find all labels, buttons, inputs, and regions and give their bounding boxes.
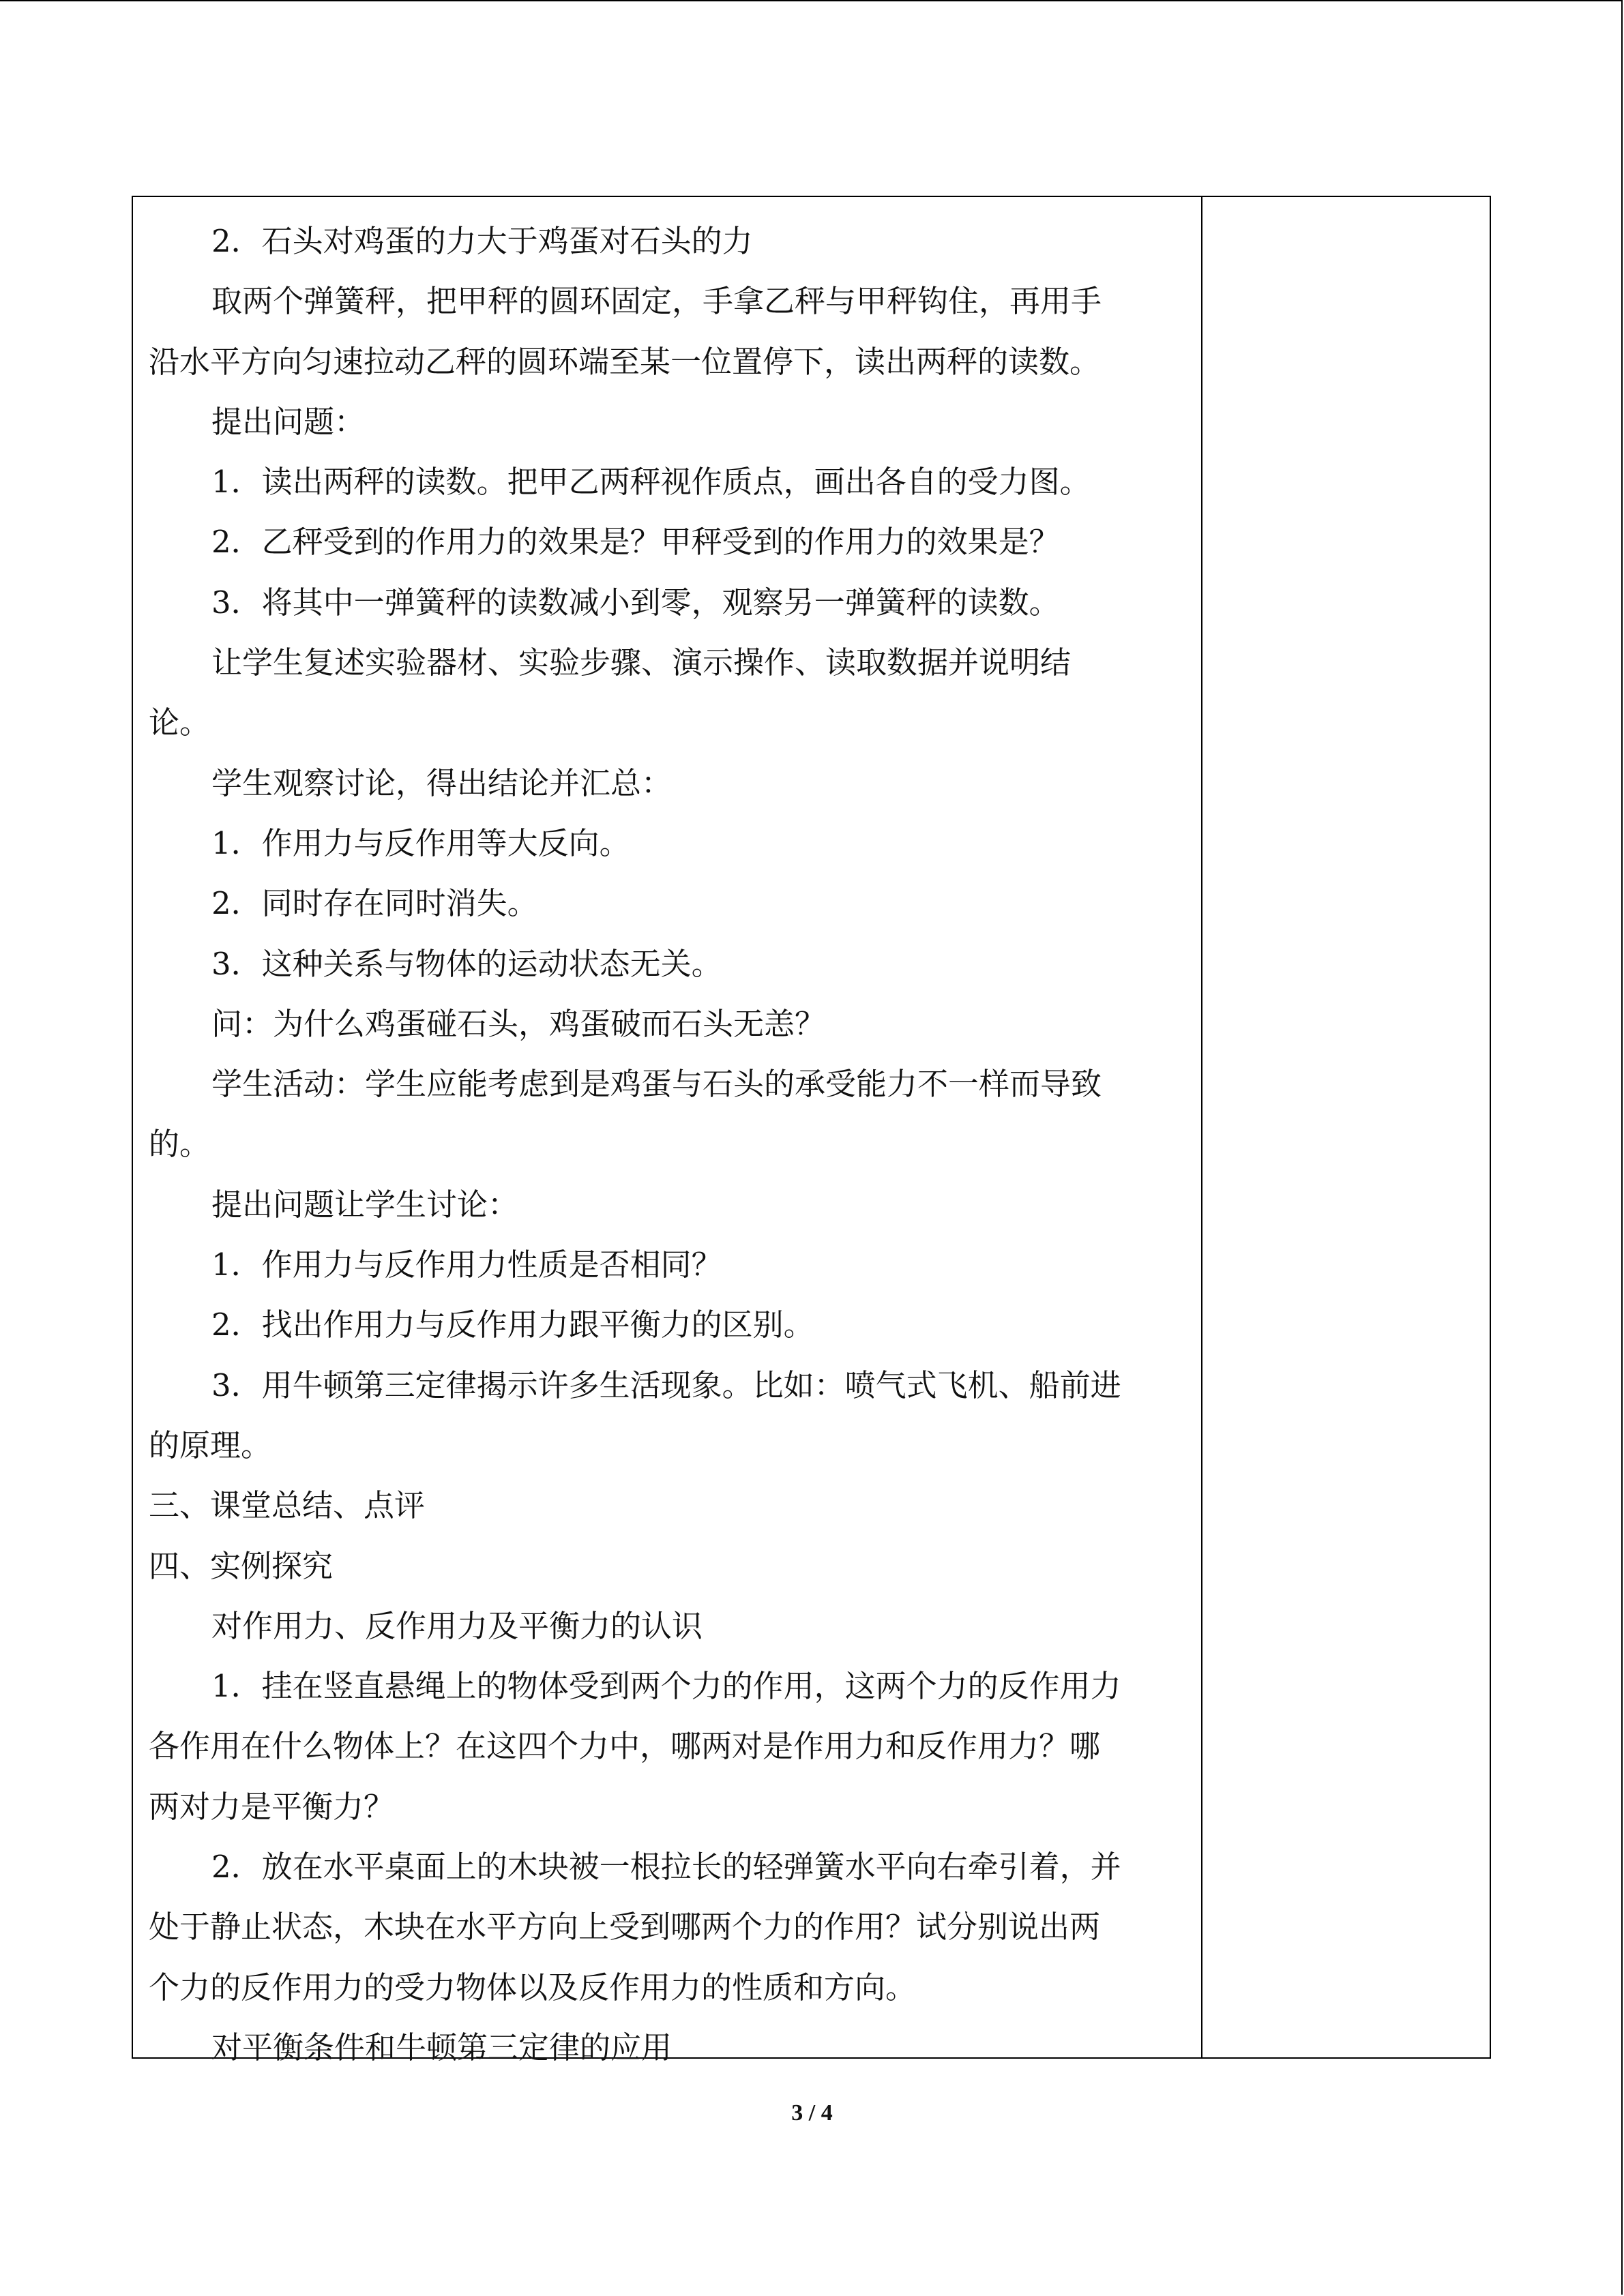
text-line: 沿水平方向匀速拉动乙秤的圆环端至某一位置停下，读出两秤的读数。 bbox=[149, 343, 1101, 380]
text-line: 的原理。 bbox=[149, 1427, 272, 1463]
text-line: 1．挂在竖直悬绳上的物体受到两个力的作用，这两个力的反作用力 bbox=[211, 1668, 1121, 1705]
table-column-divider bbox=[1201, 196, 1202, 2059]
text-line: 各作用在什么物体上？在这四个力中，哪两对是作用力和反作用力？哪 bbox=[149, 1728, 1101, 1765]
text-line: 1．作用力与反作用等大反向。 bbox=[211, 824, 630, 861]
text-line: 取两个弹簧秤，把甲秤的圆环固定，手拿乙秤与甲秤钩住，再用手 bbox=[211, 283, 1102, 320]
text-line: 3．将其中一弹簧秤的读数减小到零，观察另一弹簧秤的读数。 bbox=[211, 584, 1060, 621]
text-line: 的。 bbox=[149, 1126, 211, 1163]
text-line: 1．读出两秤的读数。把甲乙两秤视作质点，画出各自的受力图。 bbox=[211, 464, 1091, 501]
text-line: 学生活动：学生应能考虑到是鸡蛋与石头的承受能力不一样而导致 bbox=[211, 1066, 1102, 1103]
text-line: 对作用力、反作用力及平衡力的认识 bbox=[211, 1607, 703, 1644]
text-line: 3．用牛顿第三定律揭示许多生活现象。比如：喷气式飞机、船前进 bbox=[211, 1367, 1121, 1403]
text-line: 个力的反作用力的受力物体以及反作用力的性质和方向。 bbox=[149, 1969, 917, 2006]
text-line: 提出问题让学生讨论： bbox=[211, 1186, 519, 1223]
text-line: 四、实例探究 bbox=[149, 1547, 334, 1584]
text-line: 2．同时存在同时消失。 bbox=[211, 885, 538, 922]
text-line: 2．乙秤受到的作用力的效果是？甲秤受到的作用力的效果是？ bbox=[211, 524, 1060, 561]
text-line: 2．放在水平桌面上的木块被一根拉长的轻弹簧水平向右牵引着，并 bbox=[211, 1849, 1121, 1885]
text-line: 学生观察讨论，得出结论并汇总： bbox=[211, 764, 673, 801]
text-line: 处于静止状态，木块在水平方向上受到哪两个力的作用？试分别说出两 bbox=[149, 1909, 1101, 1945]
text-line: 让学生复述实验器材、实验步骤、演示操作、读取数据并说明结 bbox=[211, 644, 1072, 681]
text-line: 两对力是平衡力？ bbox=[149, 1788, 395, 1825]
text-line: 3．这种关系与物体的运动状态无关。 bbox=[211, 945, 722, 982]
text-line: 2．找出作用力与反作用力跟平衡力的区别。 bbox=[211, 1307, 814, 1343]
page-number: 3 / 4 bbox=[791, 2100, 833, 2126]
text-line: 2．石头对鸡蛋的力大于鸡蛋对石头的力 bbox=[211, 223, 753, 259]
text-line: 论。 bbox=[149, 704, 211, 741]
text-line: 提出问题： bbox=[211, 403, 366, 440]
text-line: 对平衡条件和牛顿第三定律的应用 bbox=[211, 2029, 673, 2066]
text-line: 1．作用力与反作用力性质是否相同？ bbox=[211, 1247, 722, 1283]
table-text-cell bbox=[149, 211, 1185, 2078]
text-line: 三、课堂总结、点评 bbox=[149, 1487, 426, 1524]
text-line: 问：为什么鸡蛋碰石头，鸡蛋破而石头无恙？ bbox=[211, 1005, 826, 1042]
